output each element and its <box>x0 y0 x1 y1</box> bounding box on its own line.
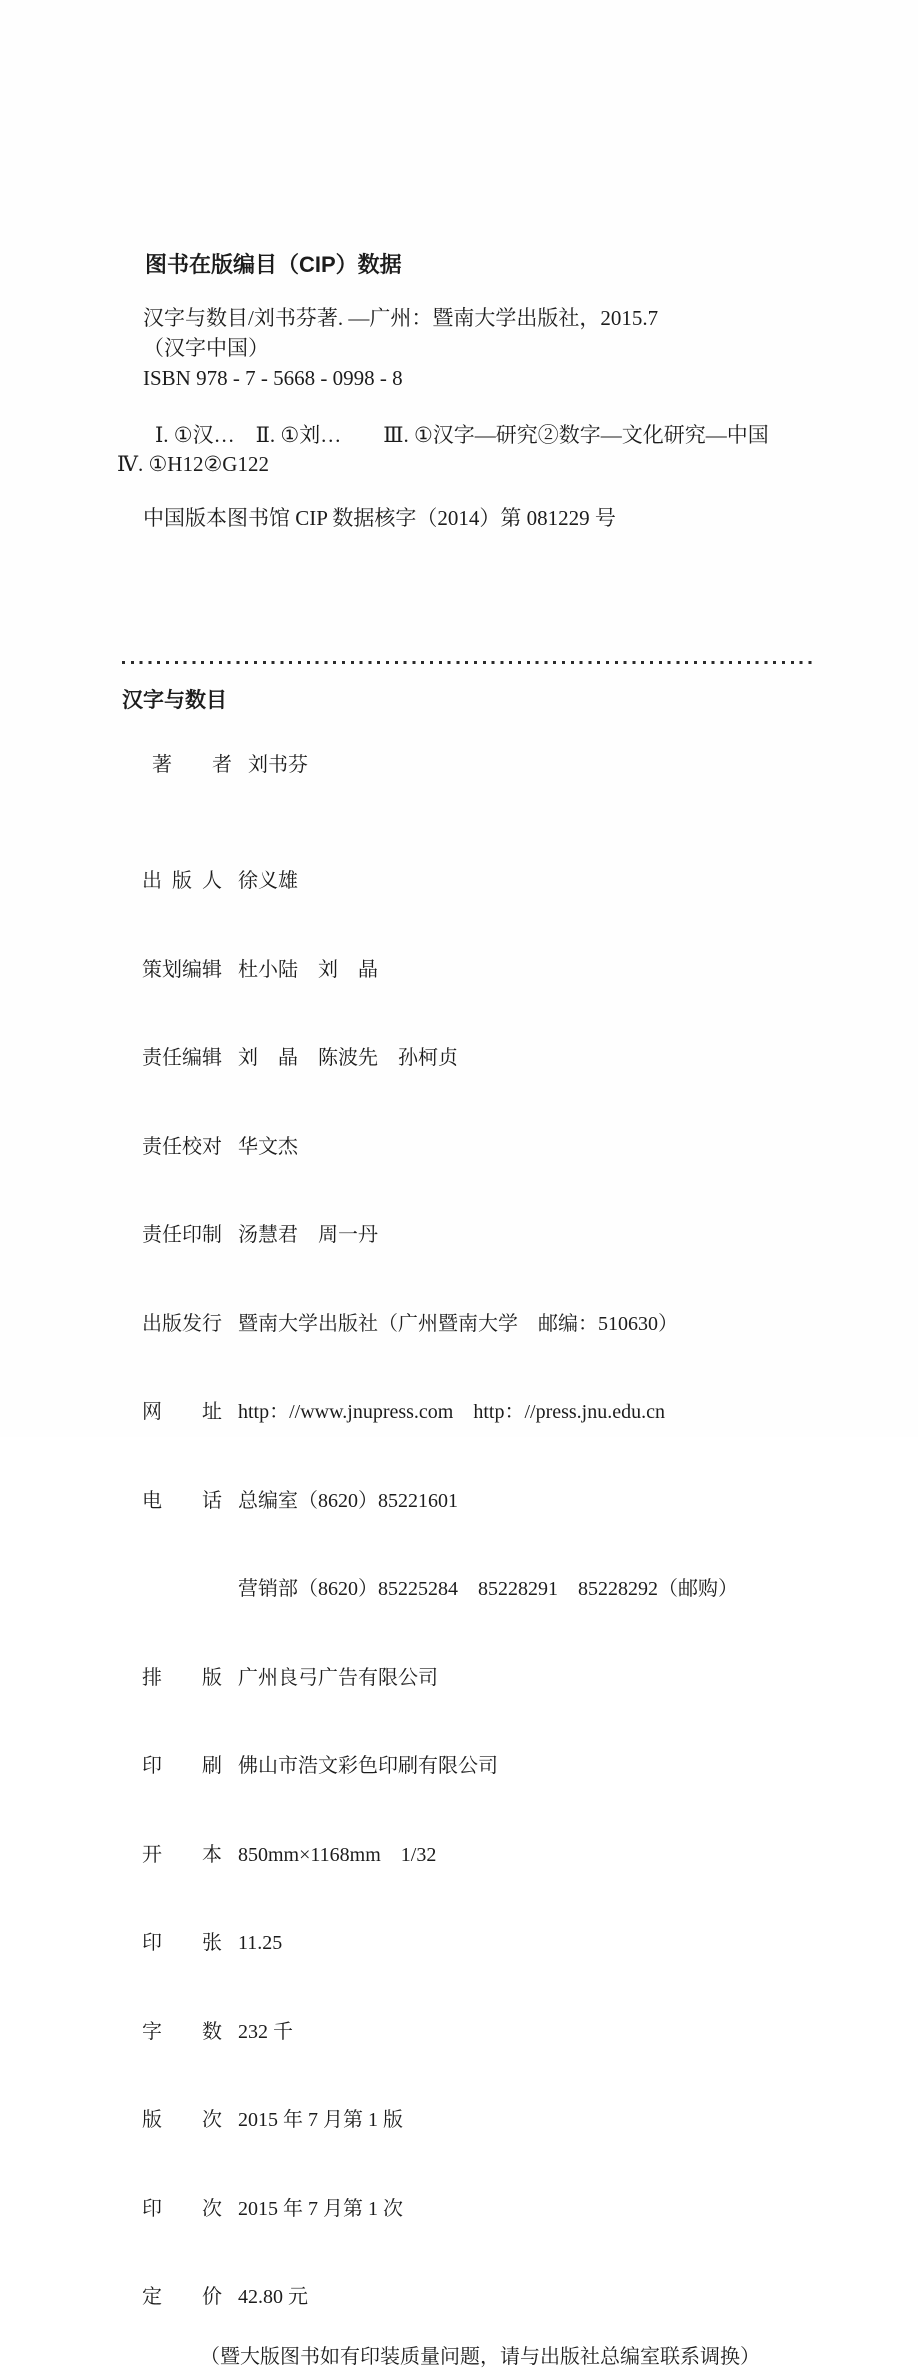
cip-heading: 图书在版编目（CIP）数据 <box>145 252 402 277</box>
colophon-label: 电话 <box>142 1489 222 1512</box>
colophon-row <box>122 1634 862 1723</box>
colophon-row <box>122 1103 862 1192</box>
colophon-value: 2015 年 7 月第 1 版 <box>238 2109 403 2131</box>
colophon-row <box>122 1811 862 1900</box>
colophon-value: 汤慧君 周一丹 <box>238 1224 378 1246</box>
colophon-value: 232 千 <box>238 2020 293 2043</box>
colophon-label: 出版发行 <box>142 1312 222 1335</box>
colophon-label: 策划编辑 <box>142 958 222 981</box>
colophon-row <box>122 2077 862 2166</box>
colophon-row <box>122 1457 862 1546</box>
colophon-label: 排版 <box>142 1666 222 1689</box>
colophon <box>122 686 862 2373</box>
cip-classification-line2: Ⅳ. ①H12②G122 <box>117 452 269 476</box>
colophon-row <box>122 1900 862 1989</box>
colophon-row <box>122 1369 862 1458</box>
colophon-label: 印张 <box>142 1932 222 1954</box>
colophon-value: 暨南大学出版社（广州暨南大学 邮编：510630） <box>238 1312 678 1335</box>
cip-classification <box>117 421 823 479</box>
colophon-value: 广州良弓广告有限公司 <box>238 1666 438 1689</box>
cip-isbn-line: ISBN 978 - 7 - 5668 - 0998 - 8 <box>143 366 403 390</box>
colophon-label: 责任校对 <box>142 1135 222 1158</box>
colophon-rows <box>122 838 862 2343</box>
colophon-value: 徐义雄 <box>238 870 298 892</box>
colophon-row <box>122 1723 862 1812</box>
book-title: 汉字与数目 <box>122 689 227 712</box>
cip-title-line: 汉字与数目/刘书芬著. —广州：暨南大学出版社，2015.7 <box>143 306 659 330</box>
colophon-label: 字数 <box>142 2020 222 2043</box>
colophon-row <box>122 1280 862 1369</box>
colophon-value: 华文杰 <box>238 1135 298 1158</box>
colophon-row <box>122 926 862 1015</box>
cip-classification-line1: Ⅰ. ①汉… Ⅱ. ①刘… Ⅲ. ①汉字—研究②数字—文化研究—中国 <box>155 423 769 447</box>
colophon-row <box>122 1546 862 1635</box>
colophon-row <box>122 1015 862 1104</box>
colophon-row <box>122 1988 862 2077</box>
colophon-label: 定价 <box>142 2286 222 2308</box>
colophon-value: 总编室（8620）85221601 <box>238 1489 458 1512</box>
colophon-label: 网址 <box>142 1401 222 1423</box>
colophon-label: 责任编辑 <box>142 1047 222 1069</box>
colophon-row <box>122 1192 862 1281</box>
colophon-value: 2015 年 7 月第 1 次 <box>238 2197 403 2220</box>
cip-series-line: （汉字中国） <box>143 336 269 360</box>
colophon-row <box>122 2254 862 2343</box>
colophon-label: 出版人 <box>142 870 222 892</box>
colophon-row <box>122 838 862 927</box>
quality-note: （暨大版图书如有印装质量问题，请与出版社总编室联系调换） <box>200 2346 760 2368</box>
colophon-row-author <box>122 721 862 810</box>
colophon-label: 开本 <box>142 1843 222 1866</box>
colophon-label: 责任印制 <box>142 1224 222 1246</box>
colophon-value: 850mm×1168mm 1/32 <box>238 1843 437 1866</box>
colophon-label: 印刷 <box>142 1755 222 1777</box>
colophon-value: 42.80 元 <box>238 2286 308 2308</box>
colophon-label: 印次 <box>142 2197 222 2220</box>
colophon-value: 11.25 <box>238 1932 283 1954</box>
colophon-value: 刘 晶 陈波先 孙柯贞 <box>238 1047 458 1069</box>
colophon-spacer <box>122 810 862 838</box>
colophon-row <box>122 2165 862 2254</box>
colophon-value: 刘书芬 <box>248 753 308 776</box>
colophon-label: 著者 <box>152 753 232 776</box>
colophon-value: 营销部（8620）85225284 85228291 85228292（邮购） <box>238 1578 738 1600</box>
dotted-divider <box>122 661 812 664</box>
colophon-value: 杜小陆 刘 晶 <box>238 958 378 981</box>
colophon-label: 版次 <box>142 2109 222 2131</box>
colophon-value: http：//www.jnupress.com http：//press.jnu.edu.cn <box>238 1401 665 1423</box>
cip-description <box>143 303 823 393</box>
colophon-value: 佛山市浩文彩色印刷有限公司 <box>238 1755 498 1777</box>
cip-block <box>117 252 823 533</box>
cip-record-number: 中国版本图书馆 CIP 数据核字（2014）第 081229 号 <box>143 506 616 530</box>
